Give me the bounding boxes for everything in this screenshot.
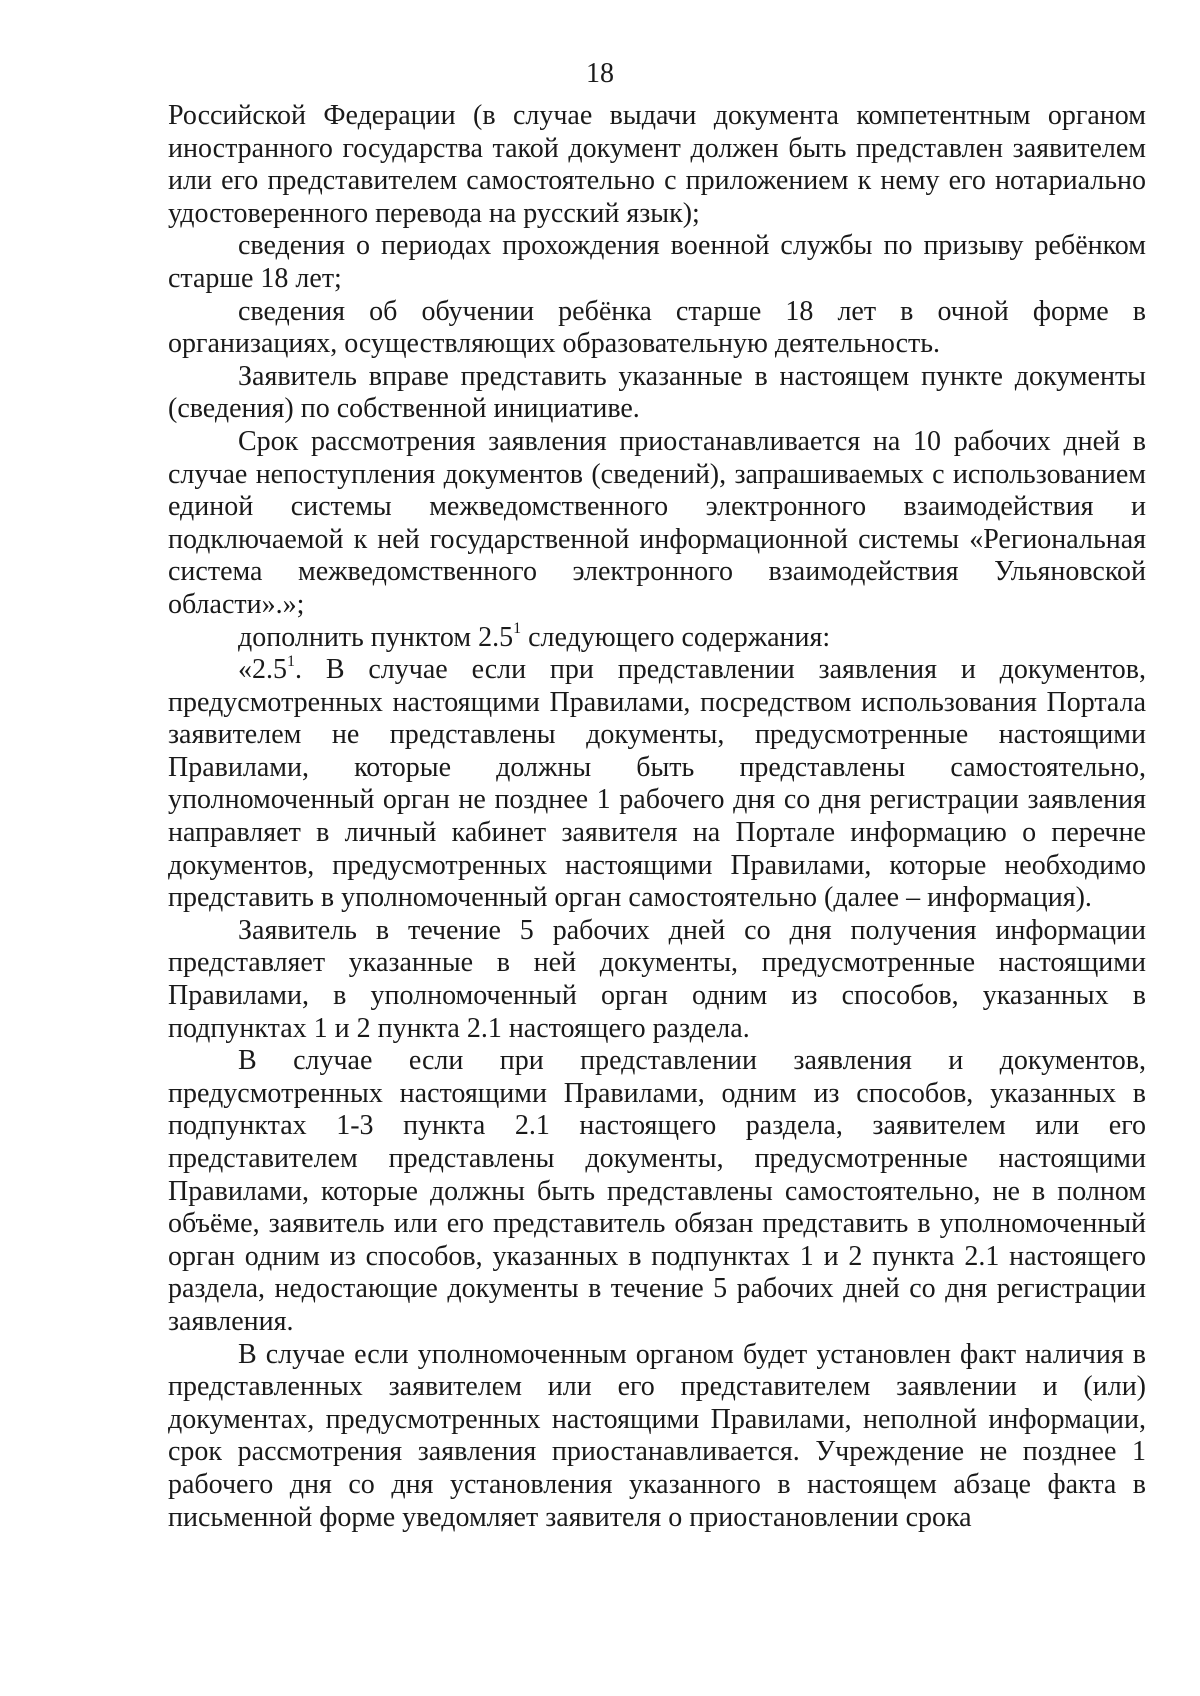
paragraph: сведения об обучении ребёнка старше 18 лет в очной форме в организациях, осуществляющих образовательную деятельность. bbox=[168, 295, 1146, 360]
supplement-instruction bbox=[168, 622, 1146, 655]
paragraph-continuation: Российской Федерации (в случае выдачи документа компетентным органом иностранного государства такой документ должен быть представлен заявителем или его представителем самостоятельно с приложением к нему его нотариально удостоверенного перевода на русский язык); bbox=[168, 100, 1146, 229]
supplement-text-before: дополнить пунктом 2.5 bbox=[238, 621, 514, 653]
paragraph: Срок рассмотрения заявления приостанавливается на 10 рабочих дней в случае непоступления документов (сведений), запрашиваемых с использованием единой системы межведомственного электронного взаимодействия и подключаемой к ней государственной информационной системы «Региональная система межведомственного электронного взаимодействия Ульяновской области».»; bbox=[168, 425, 1146, 620]
supplement-superscript: 1 bbox=[513, 620, 522, 638]
paragraph: Заявитель в течение 5 рабочих дней со дня получения информации представляет указанные в ней документы, предусмотренные настоящими Правилами, в уполномоченный орган одним из способов, указанных в подпунктах 1 и 2 пункта 2.1 настоящего раздела. bbox=[168, 914, 1146, 1044]
document-body bbox=[168, 100, 1146, 1534]
item-number: «2.5 bbox=[238, 654, 287, 686]
paragraph: Заявитель вправе представить указанные в настоящем пункте документы (сведения) по собственной инициативе. bbox=[168, 360, 1146, 425]
item-text: . В случае если при представлении заявления и документов, предусмотренных настоящими Правилами, посредством использования Портала заявителем не представлены документы, предусмотренные настоящими Правилами, которые должны быть представлены самостоятельно, уполномоченный орган не позднее 1 рабочего дня со дня регистрации заявления направляет в личный кабинет заявителя на Портале информацию о перечне документов, предусмотренных настоящими Правилами, которые необходимо представить в уполномоченный орган самостоятельно (далее – информация). bbox=[168, 654, 1146, 914]
supplement-text-after: следующего содержания: bbox=[521, 621, 831, 653]
paragraph: В случае если при представлении заявления и документов, предусмотренных настоящими Правилами, одним из способов, указанных в подпунктах 1-3 пункта 2.1 настоящего раздела, заявителем или его представителем представлены документы, предусмотренные настоящими Правилами, которые должны быть представлены самостоятельно, не в полном объёме, заявитель или его представитель обязан представить в уполномоченный орган одним из способов, указанных в подпунктах 1 и 2 пункта 2.1 настоящего раздела, недостающие документы в течение 5 рабочих дней со дня регистрации заявления. bbox=[168, 1045, 1146, 1337]
item-paragraph bbox=[168, 654, 1146, 915]
paragraph-last: В случае если уполномоченным органом будет установлен факт наличия в представленных заявителем или его представителем заявлении и (или) документах, предусмотренных настоящими Правилами, неполной информации, срок рассмотрения заявления приостанавливается. Учреждение не позднее 1 рабочего дня со дня установления указанного в настоящем абзаце факта в письменной форме уведомляет заявителя о приостановлении срока bbox=[168, 1338, 1146, 1533]
paragraph: сведения о периодах прохождения военной службы по призыву ребёнком старше 18 лет; bbox=[168, 230, 1146, 294]
item-superscript: 1 bbox=[287, 652, 295, 670]
page-number: 18 bbox=[586, 58, 614, 89]
